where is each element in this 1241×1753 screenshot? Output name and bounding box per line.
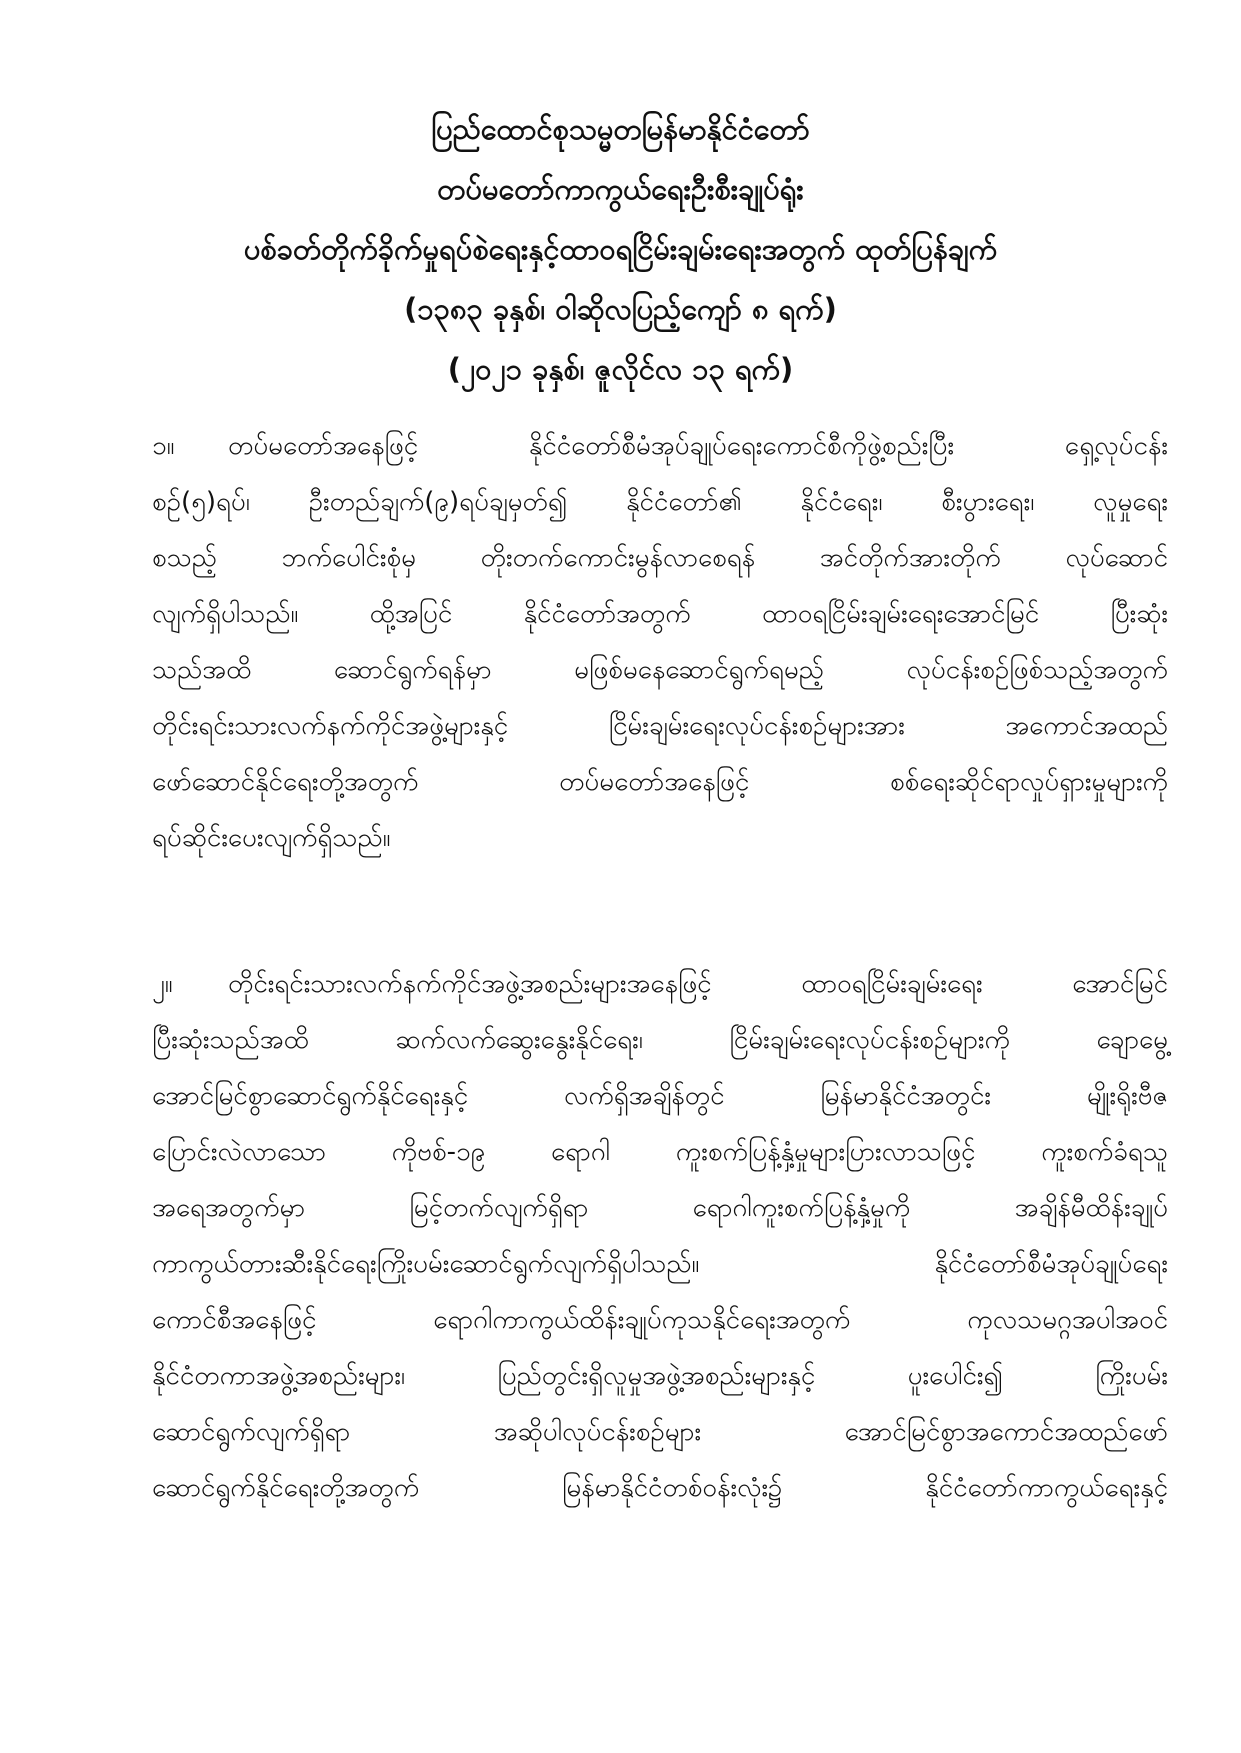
- paragraph-line: စဉ်(၅)ရပ်၊ ဦးတည်ချက်(၉)ရပ်ချမှတ်၍ နိုင်ငံတော်၏ နိုင်ငံရေး၊ စီးပွားရေး၊ လူမှုရေး: [152, 487, 1168, 517]
- paragraph-line: ကာကွယ်တားဆီးနိုင်ရေးကြိုးပမ်းဆောင်ရွက်လျက်ရှိပါသည်။ နိုင်ငံတော်စီမံအုပ်ချုပ်ရေး: [152, 1249, 1168, 1279]
- paragraph-line: ပြောင်းလဲလာသော ကိုဗစ်-၁၉ ရောဂါ ကူးစက်ပြန့်နှံ့မှုများပြားလာသဖြင့် ကူးစက်ခံရသူ: [152, 1137, 1168, 1167]
- paragraph-line: သည်အထိ ဆောင်ရွက်ရန်မှာ မဖြစ်မနေဆောင်ရွက်ရမည့် လုပ်ငန်းစဉ်ဖြစ်သည့်အတွက်: [152, 655, 1168, 685]
- paragraph-line: နိုင်ငံတကာအဖွဲ့အစည်းများ၊ ပြည်တွင်းရှိလူမှုအဖွဲ့အစည်းများနှင့် ပူးပေါင်း၍ ကြိုးပမ်း: [152, 1361, 1168, 1391]
- paragraph-line: ၁။ တပ်မတော်အနေဖြင့် နိုင်ငံတော်စီမံအုပ်ချုပ်ရေးကောင်စီကိုဖွဲ့စည်းပြီး ရှေ့လုပ်ငန်း: [152, 418, 1168, 474]
- paragraph-line: ကောင်စီအနေဖြင့် ရောဂါကာကွယ်ထိန်းချုပ်ကုသနိုင်ရေးအတွက် ကုလသမဂ္ဂအပါအဝင်: [152, 1305, 1168, 1335]
- paragraph-line: ၂။ တိုင်းရင်းသားလက်နက်ကိုင်အဖွဲ့အစည်းများအနေဖြင့် ထာဝရငြိမ်းချမ်းရေး အောင်မြင်: [152, 956, 1168, 1012]
- heading-office: တပ်မတော်ကာကွယ်ရေးဦးစီးချုပ်ရုံး: [437, 172, 804, 206]
- paragraph-line: ဆောင်ရွက်နိုင်ရေးတို့အတွက် မြန်မာနိုင်ငံတစ်ဝန်းလုံး၌ နိုင်ငံတော်ကာကွယ်ရေးနှင့်: [152, 1473, 1168, 1503]
- paragraph-line: ဖော်ဆောင်နိုင်ရေးတို့အတွက် တပ်မတော်အနေဖြင့် စစ်ရေးဆိုင်ရာလှုပ်ရှားမှုများကို: [152, 767, 1168, 797]
- paragraph-2: [152, 956, 1168, 1516]
- paragraph-line: လျက်ရှိပါသည်။ ထို့အပြင် နိုင်ငံတော်အတွက် ထာဝရငြိမ်းချမ်းရေးအောင်မြင် ပြီးဆုံး: [152, 599, 1168, 629]
- paragraph-line: အရေအတွက်မှာ မြင့်တက်လျက်ရှိရာ ရောဂါကူးစက်ပြန့်နှံ့မှုကို အချိန်မီထိန်းချုပ်: [152, 1193, 1168, 1223]
- paragraph-line: စသည့် ဘက်ပေါင်းစုံမှ တိုးတက်ကောင်းမွန်လာစေရန် အင်တိုက်အားတိုက် လုပ်ဆောင်: [152, 543, 1168, 573]
- paragraph-line: အောင်မြင်စွာဆောင်ရွက်နိုင်ရေးနှင့် လက်ရှိအချိန်တွင် မြန်မာနိုင်ငံအတွင်း မျိုးရိုးဗီဇ: [152, 1081, 1168, 1111]
- heading-gregorian-date: (၂၀၂၁ ခုနှစ်၊ ဇူလိုင်လ ၁၃ ရက်): [447, 352, 794, 386]
- paragraph-line: တိုင်းရင်းသားလက်နက်ကိုင်အဖွဲ့များနှင့် ငြိမ်းချမ်းရေးလုပ်ငန်းစဉ်များအား အကောင်အထည်: [152, 711, 1168, 741]
- paragraph-number: ၂။: [152, 969, 173, 999]
- paragraph-number: ၁။: [152, 431, 175, 461]
- heading-myanmar-date: (၁၃၈၃ ခုနှစ်၊ ဝါဆိုလပြည့်ကျော် ၈ ရက်): [404, 292, 837, 326]
- heading-country: ပြည်ထောင်စုသမ္မတမြန်မာနိုင်ငံတော်: [431, 112, 810, 146]
- heading-statement-title: ပစ်ခတ်တိုက်ခိုက်မှုရပ်စဲရေးနှင့်ထာဝရငြိမ်းချမ်းရေးအတွက် ထုတ်ပြန်ချက်: [243, 232, 998, 266]
- paragraph-line: ပြီးဆုံးသည်အထိ ဆက်လက်ဆွေးနွေးနိုင်ရေး၊ ငြိမ်းချမ်းရေးလုပ်ငန်းစဉ်များကို ချောမွေ့: [152, 1025, 1168, 1055]
- paragraph-1: [152, 418, 1168, 866]
- paragraph-line: ဆောင်ရွက်လျက်ရှိရာ အဆိုပါလုပ်ငန်းစဉ်များ အောင်မြင်စွာအကောင်အထည်ဖော်: [152, 1417, 1168, 1447]
- paragraph-line: ရပ်ဆိုင်းပေးလျက်ရှိသည်။: [152, 823, 391, 853]
